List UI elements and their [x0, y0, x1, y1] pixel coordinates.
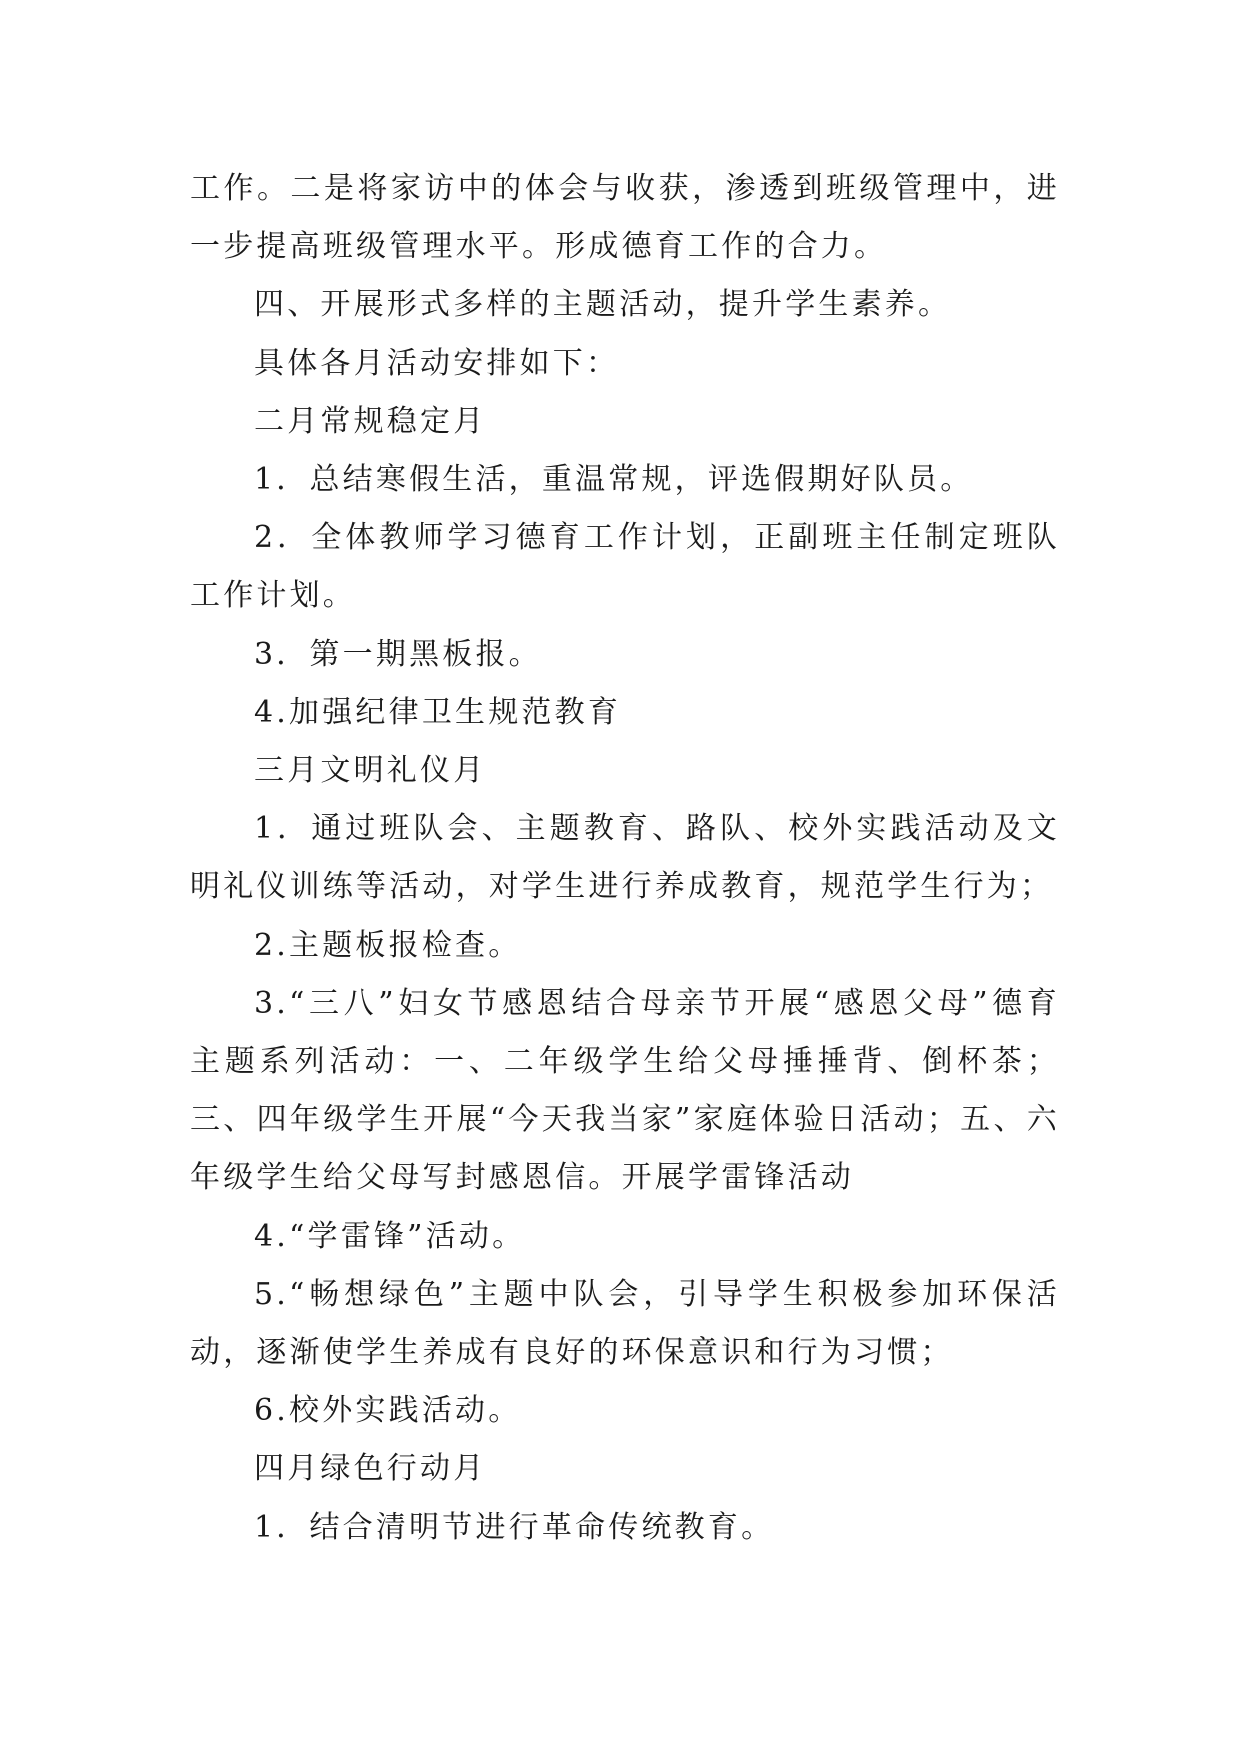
paragraph: 具体各月活动安排如下：	[254, 345, 620, 381]
month-heading: 四月绿色行动月	[254, 1451, 487, 1487]
list-item: 2．全体教师学习德育工作计划，正副班主任制定班队工作计划。	[190, 520, 1060, 614]
section-heading: 四、开展形式多样的主题活动，提升学生素养。	[254, 287, 952, 323]
list-item: 3．第一期黑板报。	[254, 636, 542, 672]
list-item: 6.校外实践活动。	[254, 1393, 522, 1429]
month-heading: 三月文明礼仪月	[254, 753, 487, 789]
list-item: 4.加强纪律卫生规范教育	[254, 694, 622, 730]
paragraph: 工作。二是将家访中的体会与收获，渗透到班级管理中，进一步提高班级管理水平。形成德育工作的合力。	[190, 171, 1060, 265]
list-item: 1．结合清明节进行革命传统教育。	[254, 1509, 775, 1545]
list-item: 1．总结寒假生活，重温常规，评选假期好队员。	[254, 462, 974, 498]
list-item: 5.“畅想绿色”主题中队会，引导学生积极参加环保活动，逐渐使学生养成有良好的环保意识和行为习惯；	[190, 1276, 1060, 1371]
list-item: 1．通过班队会、主题教育、路队、校外实践活动及文明礼仪训练等活动，对学生进行养成教育，规范学生行为；	[190, 811, 1060, 905]
month-heading: 二月常规稳定月	[254, 403, 487, 439]
document-body	[190, 160, 1060, 1557]
list-item: 3.“三八”妇女节感恩结合母亲节开展“感恩父母”德育主题系列活动：一、二年级学生给父母捶捶背、倒杯茶；三、四年级学生开展“今天我当家”家庭体验日活动；五、六年级学生给父母写封感恩信。开展学雷锋活动	[190, 985, 1060, 1196]
list-item: 2.主题板报检查。	[254, 927, 522, 963]
list-item: 4.“学雷锋”活动。	[254, 1218, 526, 1254]
